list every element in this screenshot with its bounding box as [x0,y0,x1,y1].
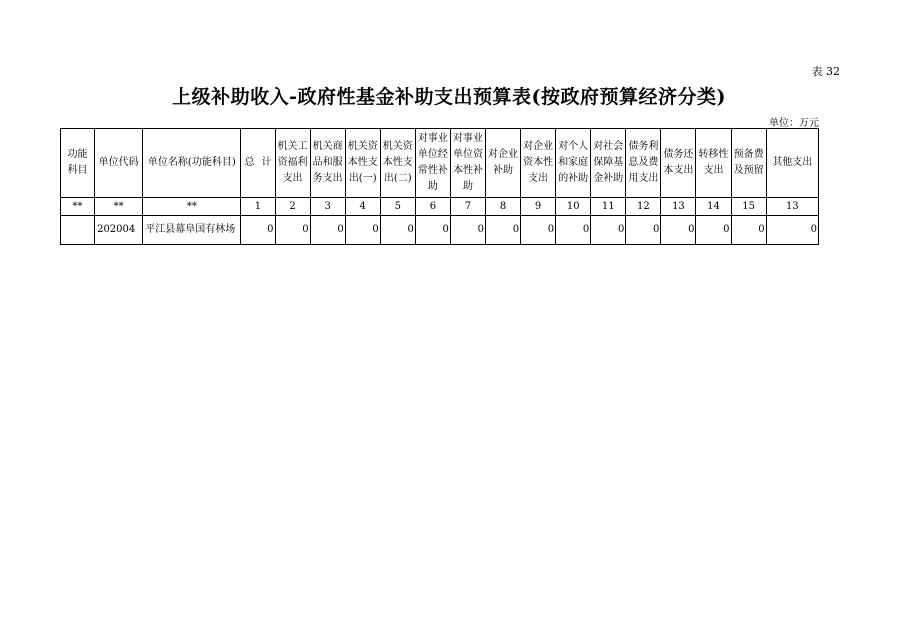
index-cell: 4 [345,198,380,216]
header-c12: 债务还 本支出 [661,129,696,198]
header-c9: 对个人 和家庭 的补助 [556,129,591,198]
row-value: 0 [380,216,415,245]
index-cell: 14 [696,198,731,216]
header-total [241,129,275,198]
header-c15: 其他支出 [766,129,818,198]
header-c8: 对企业 资本性 支出 [521,129,556,198]
row-code: 202004 [95,216,143,245]
header-c5: 对事业 单位经 常性补 助 [415,129,450,198]
header-c3: 机关资 本性支 出(一) [345,129,380,198]
header-total-b: 计 [261,157,272,168]
row-value: 0 [696,216,731,245]
index-cell: 9 [521,198,556,216]
header-c10: 对社会 保障基 金补助 [591,129,626,198]
index-row [61,198,819,216]
index-cell: 5 [380,198,415,216]
page-title: 上级补助收入-政府性基金补助支出预算表(按政府预算经济分类) [172,86,726,108]
row-value: 0 [241,216,275,245]
index-cell: 15 [731,198,766,216]
header-name: 单位名称(功能科目) [143,129,241,198]
row-value: 0 [310,216,345,245]
row-value: 0 [556,216,591,245]
row-value: 0 [450,216,485,245]
header-row [61,129,819,198]
header-c2: 机关商 品和服 务支出 [310,129,345,198]
index-cell: 6 [415,198,450,216]
index-cell: 2 [275,198,310,216]
header-total-a: 总 [244,157,255,168]
budget-table [60,128,819,245]
row-value: 0 [626,216,661,245]
index-cell: 11 [591,198,626,216]
header-code: 单位代码 [95,129,143,198]
index-cell: 13 [661,198,696,216]
header-c6: 对事业 单位资 本性补 助 [450,129,485,198]
header-c1: 机关工 资福利 支出 [275,129,310,198]
header-c13: 转移性 支出 [696,129,731,198]
index-cell: 13 [766,198,818,216]
row-value: 0 [731,216,766,245]
row-value: 0 [591,216,626,245]
row-name: 平江县幕阜国有林场 [143,216,241,245]
row-value: 0 [661,216,696,245]
row-value: 0 [521,216,556,245]
index-cell: ** [61,198,95,216]
index-cell: 10 [556,198,591,216]
unit-label: 单位：万元 [769,118,819,129]
header-c4: 机关资 本性支 出(二) [380,129,415,198]
index-cell: 12 [626,198,661,216]
header-func: 功能 科目 [61,129,95,198]
row-value: 0 [766,216,818,245]
header-c11: 债务利 息及费 用支出 [626,129,661,198]
index-cell: 3 [310,198,345,216]
table-row [61,216,819,245]
row-value: 0 [486,216,521,245]
index-cell: 8 [486,198,521,216]
row-value: 0 [415,216,450,245]
table-number: 表 32 [811,65,840,78]
row-value: 0 [275,216,310,245]
index-cell: ** [95,198,143,216]
header-c14: 预备费 及预留 [731,129,766,198]
header-c7: 对企业 补助 [486,129,521,198]
index-cell: 7 [450,198,485,216]
row-value: 0 [345,216,380,245]
index-cell: ** [143,198,241,216]
index-cell: 1 [241,198,275,216]
row-func [61,216,95,245]
